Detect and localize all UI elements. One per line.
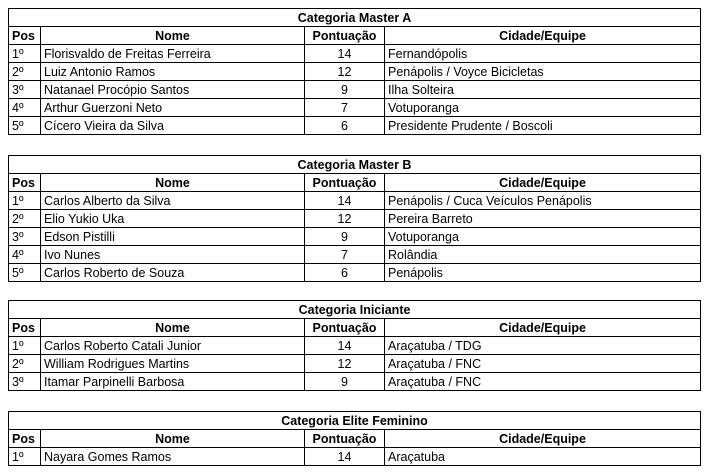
table-row bbox=[9, 192, 701, 210]
cell-pontuacao: 12 bbox=[305, 210, 385, 228]
table-row bbox=[9, 355, 701, 373]
cell-pos: 4º bbox=[9, 99, 41, 117]
column-header-cidade: Cidade/Equipe bbox=[385, 430, 701, 448]
cell-nome: William Rodrigues Martins bbox=[41, 355, 305, 373]
cell-pos: 1º bbox=[9, 45, 41, 63]
cell-cidade: Votuporanga bbox=[385, 99, 701, 117]
cell-pos: 5º bbox=[9, 117, 41, 135]
column-header-nome: Nome bbox=[41, 430, 305, 448]
table-row bbox=[9, 373, 701, 391]
column-header-nome: Nome bbox=[41, 319, 305, 337]
cell-pos: 2º bbox=[9, 63, 41, 81]
category-title: Categoria Master B bbox=[9, 156, 701, 174]
category-title: Categoria Master A bbox=[9, 9, 701, 27]
category-title: Categoria Iniciante bbox=[9, 301, 701, 319]
cell-pontuacao: 14 bbox=[305, 45, 385, 63]
column-header-pontuacao: Pontuação bbox=[305, 27, 385, 45]
cell-pontuacao: 14 bbox=[305, 448, 385, 466]
cell-pontuacao: 12 bbox=[305, 63, 385, 81]
cell-cidade: Araçatuba bbox=[385, 448, 701, 466]
table-row bbox=[9, 246, 701, 264]
cell-pos: 5º bbox=[9, 264, 41, 282]
cell-pontuacao: 7 bbox=[305, 246, 385, 264]
cell-pontuacao: 6 bbox=[305, 264, 385, 282]
cell-pontuacao: 14 bbox=[305, 337, 385, 355]
cell-cidade: Penápolis bbox=[385, 264, 701, 282]
table-row bbox=[9, 264, 701, 282]
cell-pos: 2º bbox=[9, 210, 41, 228]
cell-cidade: Penápolis / Voyce Bicicletas bbox=[385, 63, 701, 81]
cell-cidade: Araçatuba / TDG bbox=[385, 337, 701, 355]
cell-nome: Natanael Procópio Santos bbox=[41, 81, 305, 99]
category-table bbox=[8, 300, 701, 391]
category-table bbox=[8, 8, 701, 135]
cell-cidade: Rolândia bbox=[385, 246, 701, 264]
cell-cidade: Votuporanga bbox=[385, 228, 701, 246]
cell-pos: 3º bbox=[9, 228, 41, 246]
cell-nome: Nayara Gomes Ramos bbox=[41, 448, 305, 466]
cell-pontuacao: 7 bbox=[305, 99, 385, 117]
cell-pontuacao: 9 bbox=[305, 373, 385, 391]
table-row bbox=[9, 63, 701, 81]
cell-nome: Carlos Roberto de Souza bbox=[41, 264, 305, 282]
table-row bbox=[9, 210, 701, 228]
cell-pos: 1º bbox=[9, 448, 41, 466]
column-header-cidade: Cidade/Equipe bbox=[385, 27, 701, 45]
cell-pontuacao: 14 bbox=[305, 192, 385, 210]
table-row bbox=[9, 448, 701, 466]
cell-cidade: Araçatuba / FNC bbox=[385, 373, 701, 391]
cell-pos: 3º bbox=[9, 373, 41, 391]
table-row bbox=[9, 117, 701, 135]
column-header-pontuacao: Pontuação bbox=[305, 174, 385, 192]
column-header-cidade: Cidade/Equipe bbox=[385, 174, 701, 192]
cell-cidade: Fernandópolis bbox=[385, 45, 701, 63]
cell-cidade: Araçatuba / FNC bbox=[385, 355, 701, 373]
cell-pontuacao: 6 bbox=[305, 117, 385, 135]
cell-pos: 2º bbox=[9, 355, 41, 373]
table-row bbox=[9, 337, 701, 355]
cell-nome: Carlos Alberto da Silva bbox=[41, 192, 305, 210]
cell-pos: 1º bbox=[9, 192, 41, 210]
cell-cidade: Penápolis / Cuca Veículos Penápolis bbox=[385, 192, 701, 210]
cell-nome: Elio Yukio Uka bbox=[41, 210, 305, 228]
table-row bbox=[9, 99, 701, 117]
cell-pos: 4º bbox=[9, 246, 41, 264]
cell-nome: Arthur Guerzoni Neto bbox=[41, 99, 305, 117]
cell-pos: 1º bbox=[9, 337, 41, 355]
table-row bbox=[9, 45, 701, 63]
cell-nome: Florisvaldo de Freitas Ferreira bbox=[41, 45, 305, 63]
table-row bbox=[9, 81, 701, 99]
column-header-cidade: Cidade/Equipe bbox=[385, 319, 701, 337]
cell-nome: Itamar Parpinelli Barbosa bbox=[41, 373, 305, 391]
column-header-pontuacao: Pontuação bbox=[305, 430, 385, 448]
column-header-nome: Nome bbox=[41, 27, 305, 45]
cell-nome: Ivo Nunes bbox=[41, 246, 305, 264]
cell-pontuacao: 12 bbox=[305, 355, 385, 373]
category-table bbox=[8, 155, 701, 282]
cell-nome: Luiz Antonio Ramos bbox=[41, 63, 305, 81]
category-table bbox=[8, 411, 701, 466]
table-row bbox=[9, 228, 701, 246]
cell-cidade: Pereira Barreto bbox=[385, 210, 701, 228]
cell-nome: Edson Pistilli bbox=[41, 228, 305, 246]
cell-pontuacao: 9 bbox=[305, 81, 385, 99]
column-header-nome: Nome bbox=[41, 174, 305, 192]
column-header-pos: Pos bbox=[9, 174, 41, 192]
category-title: Categoria Elite Feminino bbox=[9, 412, 701, 430]
column-header-pos: Pos bbox=[9, 430, 41, 448]
cell-nome: Carlos Roberto Catali Junior bbox=[41, 337, 305, 355]
cell-pontuacao: 9 bbox=[305, 228, 385, 246]
column-header-pos: Pos bbox=[9, 319, 41, 337]
column-header-pontuacao: Pontuação bbox=[305, 319, 385, 337]
cell-pos: 3º bbox=[9, 81, 41, 99]
cell-nome: Cícero Vieira da Silva bbox=[41, 117, 305, 135]
cell-cidade: Ilha Solteira bbox=[385, 81, 701, 99]
column-header-pos: Pos bbox=[9, 27, 41, 45]
cell-cidade: Presidente Prudente / Boscoli bbox=[385, 117, 701, 135]
